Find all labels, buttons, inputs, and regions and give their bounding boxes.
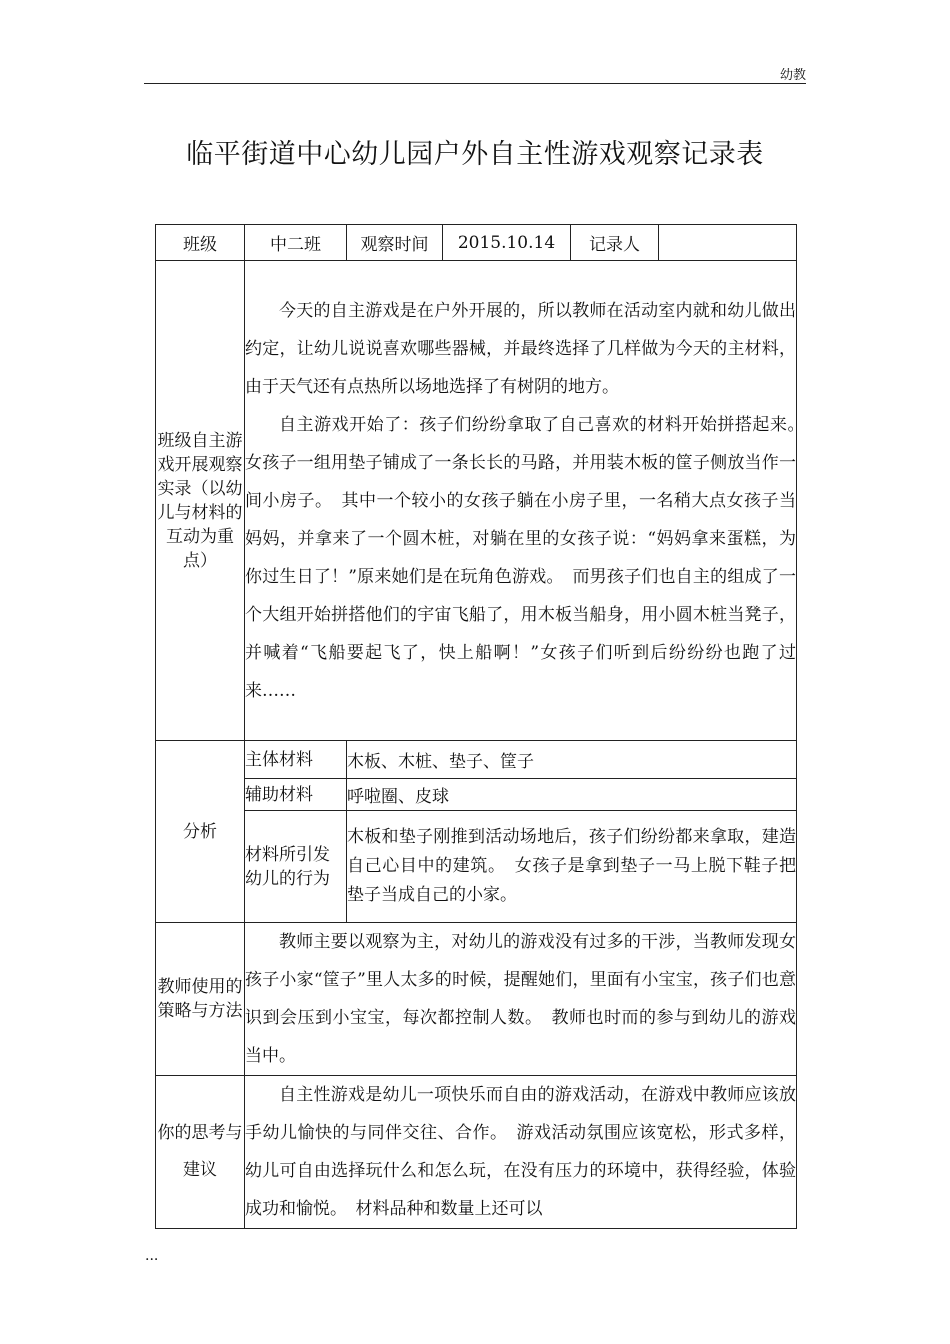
strategy-content xyxy=(245,923,797,1076)
aux-material-row xyxy=(156,779,797,811)
class-label: 班级 xyxy=(156,225,245,261)
observation-row xyxy=(156,261,797,741)
reflection-row xyxy=(156,1076,797,1229)
observation-time-value: 2015.10.14 xyxy=(443,225,571,261)
recorder-label: 记录人 xyxy=(571,225,659,261)
recorder-value xyxy=(659,225,797,261)
page-title: 临平街道中心幼儿园户外自主性游戏观察记录表 xyxy=(186,139,764,170)
observation-paragraph: 今天的自主游戏是在户外开展的，所以教师在活动室内就和幼儿做出约定，让幼儿说说喜欢哪些器械，并最终选择了几样做为今天的主材料，由于天气还有点热所以场地选择了有树阴的地方。 xyxy=(245,300,796,397)
analysis-label: 分析 xyxy=(156,741,245,923)
reflection-content xyxy=(245,1076,797,1229)
observation-label: 班级自主游戏开展观察实录（以幼儿与材料的互动为重点） xyxy=(156,261,245,741)
behavior-value: 木板和垫子刚推到活动场地后，孩子们纷纷都来拿取，建造自己心目中的建筑。 女孩子是拿到垫子一马上脱下鞋子把垫子当成自己的小家。 xyxy=(347,811,797,923)
observation-paragraph: 自主游戏开始了：孩子们纷纷拿取了自己喜欢的材料开始拼搭起来。 女孩子一组用垫子铺成了一条长长的马路，并用装木板的筐子侧放当作一间小房子。 其中一个较小的女孩子躺在小房子里，一名稍大点女孩子当妈妈，并拿来了一个圆木桩，对躺在里的女孩子说：“妈妈拿来蛋糕，为你过生日了！”原来她们是在玩角色游戏。 而男孩子们也自主的组成了一个大组开始拼搭他们的宇宙飞船了，用木板当船身，用小圆木桩当凳子，并喊着“飞船要起飞了，快上船啊！”女孩子们听到后纷纷纷也跑了过来…… xyxy=(245,414,813,701)
strategy-text: 教师主要以观察为主，对幼儿的游戏没有过多的干涉，当教师发现女孩子小家“筐子”里人太多的时候，提醒她们，里面有小宝宝，孩子们也意识到会压到小宝宝，每次都控制人数。 教师也时而的参与到幼儿的游戏当中。 xyxy=(245,932,796,1066)
info-row xyxy=(156,225,797,261)
class-value: 中二班 xyxy=(245,225,347,261)
behavior-label: 材料所引发幼儿的行为 xyxy=(245,811,347,923)
behavior-row xyxy=(156,811,797,923)
aux-material-value: 呼啦圈、皮球 xyxy=(347,779,797,811)
main-material-label: 主体材料 xyxy=(245,741,347,779)
footer-ellipsis: ... xyxy=(145,1248,159,1264)
aux-material-label: 辅助材料 xyxy=(245,779,347,811)
strategy-row xyxy=(156,923,797,1076)
strategy-label: 教师使用的策略与方法 xyxy=(156,923,245,1076)
main-material-value: 木板、木桩、垫子、筐子 xyxy=(347,741,797,779)
reflection-label: 你的思考与建议 xyxy=(156,1076,245,1229)
observation-content xyxy=(245,261,813,741)
header-rule xyxy=(144,83,806,84)
observation-time-label: 观察时间 xyxy=(347,225,443,261)
reflection-text: 自主性游戏是幼儿一项快乐而自由的游戏活动，在游戏中教师应该放手幼儿愉快的与同伴交往、合作。 游戏活动氛围应该宽松，形式多样，幼儿可自由选择玩什么和怎么玩，在没有压力的环境中，获得经验，体验成功和愉悦。 材料品种和数量上还可以 xyxy=(245,1085,796,1219)
main-material-row xyxy=(156,741,797,779)
header-label: 幼教 xyxy=(779,68,806,83)
observation-record-table xyxy=(155,224,813,1229)
